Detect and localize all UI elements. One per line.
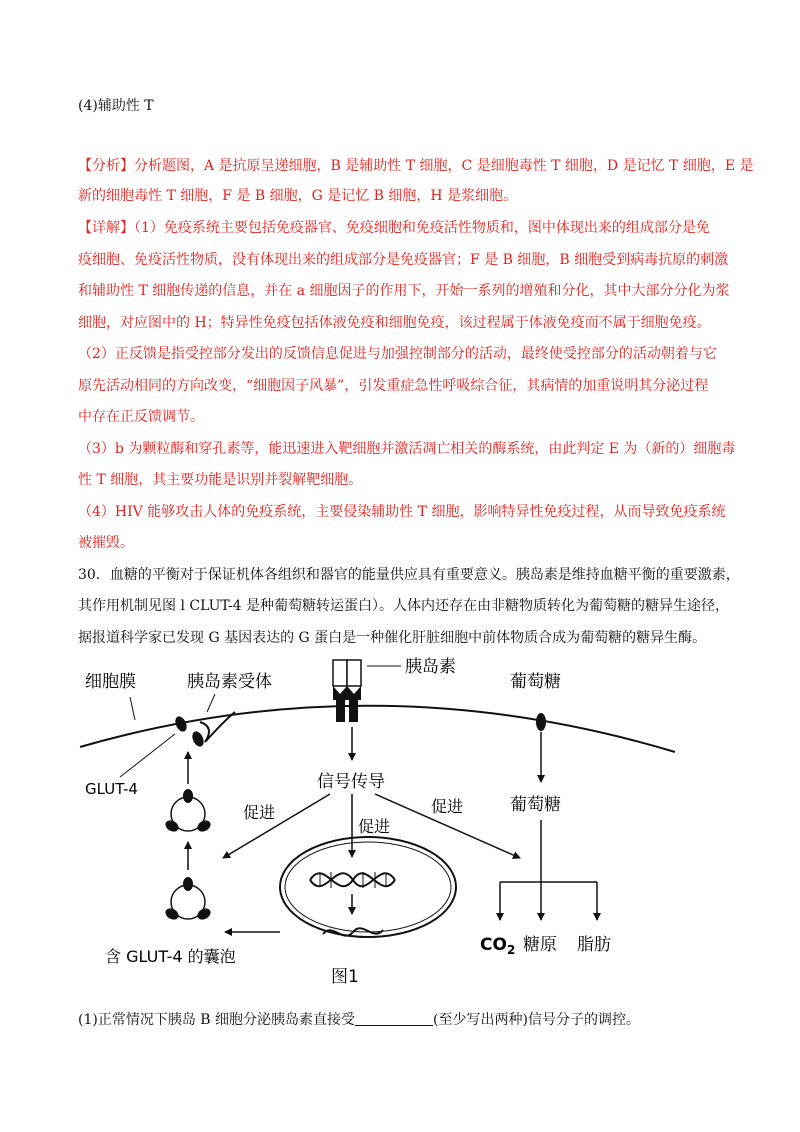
answer-blank[interactable]: [355, 1011, 433, 1026]
insulin-label: 胰岛素: [405, 657, 456, 677]
vesicle-label: 含 GLUT-4 的囊泡: [105, 947, 236, 966]
glut4-membrane-protein: [173, 712, 235, 748]
analysis-label: 【分析】: [78, 158, 134, 174]
detail-line-3: 和辅助性 T 细胞传递的信息，并在 a 细胞因子的作用下，开始一系列的增殖和分化，其中大部分分化为浆: [78, 283, 730, 299]
detail-line-1: [78, 218, 710, 238]
detail-text: （1）免疫系统主要包括免疫器官、免疫细胞和免疫活性物质和，图中体现出来的组成部分是免: [134, 220, 710, 236]
detail-label: 【详解】: [78, 220, 134, 236]
detail-line-4: 细胞，对应图中的 H；特异性免疫包括体液免疫和细胞免疫，该过程属于体液免疫而不属于细胞免疫。: [78, 315, 711, 331]
glucose-transporter: [536, 713, 546, 731]
insulin-mechanism-figure: [75, 652, 715, 996]
promote-mid-label: 促进: [358, 817, 391, 836]
question30-line-1: 30．血糖的平衡对于保证机体各组织和器官的能量供应具有重要意义。胰岛素是维持血糖平衡的重要激素，: [78, 567, 740, 583]
detail-line-2: 疫细胞、免疫活性物质，没有体现出来的组成部分是免疫器官；F 是 B 细胞，B 细胞受到病毒抗原的刺激: [78, 252, 729, 268]
detail-line-7: 中存在正反馈调节。: [78, 409, 204, 425]
detail-line-10: （4）HIV 能够攻击人体的免疫系统，主要侵染辅助性 T 细胞，影响特异性免疫过程，从而导致免疫系统: [78, 504, 726, 520]
cell-membrane-label: 细胞膜: [85, 672, 136, 692]
fat-label: 脂肪: [577, 935, 611, 955]
analysis-text: 分析题图，A 是抗原呈递细胞，B 是辅助性 T 细胞，C 是细胞毒性 T 细胞，D 是记忆 T 细胞，E 是: [134, 158, 754, 174]
analysis-line-1: [78, 156, 754, 176]
glucose-inside-label: 葡萄糖: [510, 795, 561, 815]
cell-membrane-line: [80, 706, 675, 752]
glycogen-label: 糖原: [523, 935, 557, 955]
glut4-label: GLUT-4: [85, 780, 138, 798]
sub-question-1: [78, 1010, 640, 1030]
detail-line-8: （3）b 为颗粒酶和穿孔素等，能迅速进入靶细胞并激活凋亡相关的酶系统，由此判定 E 为（新的）细胞毒: [78, 441, 736, 457]
insulin-receptor-label: 胰岛素受体: [187, 672, 272, 692]
analysis-line-2: 新的细胞毒性 T 细胞，F 是 B 细胞，G 是记忆 B 细胞，H 是浆细胞。: [78, 188, 518, 204]
promote-left-label: 促进: [243, 803, 276, 822]
answer4-heading: (4)辅助性 T: [78, 98, 154, 114]
glucose-outside-label: 葡萄糖: [510, 672, 561, 692]
detail-line-11: 被摧毁。: [78, 535, 134, 551]
promote-right-label: 促进: [431, 797, 464, 816]
vesicle-upper: [163, 789, 212, 834]
detail-line-5: （2）正反馈是指受控部分发出的反馈信息促进与加强控制部分的活动，最终使受控部分的活动朝着与它: [78, 346, 717, 362]
figure-caption: 图1: [331, 967, 359, 987]
question30-line-3: 据报道科学家已发现 G 基因表达的 G 蛋白是一种催化肝脏细胞中前体物质合成为葡萄糖的糖异生酶。: [78, 630, 707, 646]
insulin-receptor: [333, 660, 361, 722]
co2-label: $CO_2$: [480, 935, 516, 957]
vesicle-lower: [163, 877, 212, 922]
dna-helix-icon: [310, 872, 395, 888]
detail-line-9: 性 T 细胞，其主要功能是识别并裂解靶细胞。: [78, 472, 363, 488]
sub-question-1-before: (1)正常情况下胰岛 B 细胞分泌胰岛素直接受: [78, 1012, 356, 1028]
signal-label: 信号传导: [317, 772, 385, 792]
nucleus: [280, 837, 456, 937]
detail-line-6: 原先活动相同的方向改变，“细胞因子风暴”，引发重症急性呼吸综合征，其病情的加重说明其分泌过程: [78, 378, 709, 394]
question30-line-2: 其作用机制见图 l CLUT-4 是种葡萄糖转运蛋白）。人体内还存在由非糖物质转化为葡萄糖的糖异生途径，: [78, 598, 730, 614]
sub-question-1-after: (至少写出两种)信号分子的调控。: [433, 1012, 640, 1028]
